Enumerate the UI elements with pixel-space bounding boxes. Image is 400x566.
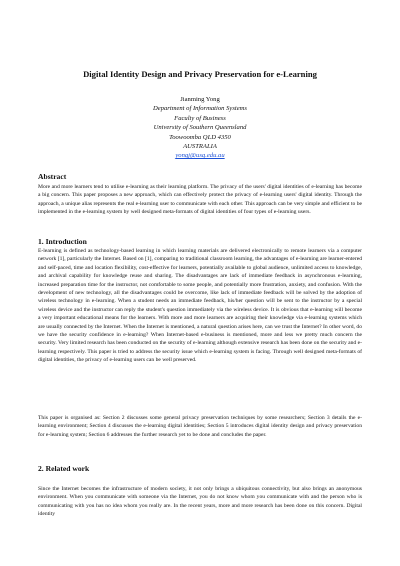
author-name: Jianming Yong	[180, 96, 220, 103]
section-1-heading: 1. Introduction	[38, 237, 87, 246]
abstract-heading: Abstract	[38, 172, 67, 181]
author-block	[0, 95, 400, 161]
paper-title: Digital Identity Design and Privacy Preservation for e-Learning	[83, 69, 317, 79]
author-department: Department of Information Systems	[153, 105, 247, 113]
section-1-paragraph-1: E-learning is defined as technology-based learning in which learning materials are delivered electronically to remote learners via a computer network [1], particularly the Internet. Based on [1], comparing to traditional classroom learning, the advantages of e-learning are learner-entered and self-paced, time and location flexibility, cost-effective for learners, potentially available to global audience, unlimited access to knowledge, and archival capability for knowledge reuse and sharing. The disadvantages are lack of immediate feedback in asynchronous e-learning, increased preparation time for the instructor, not comfortable to some people, and potentially more frustration, anxiety, and confusion. With the development of new technology, all the disadvantages could be overcome, like lack of immediate feedback will be solved by the adoption of wireless technology in e-learning. When a student needs an immediate feedback, his/her question will be sent to the instructor by a special wireless device and the instructor can reply the student's question immediately via the wireless device. It is obvious that e-learning will become a very important educational means for the learners. With more and more learners are acquiring their knowledge via e-learning systems which are usually connected by the Internet. When the Internet is mentioned, a natural question arises here, can we trust the Internet? In other word, do we have the security confidence in e-learning? When Internet-based e-business is mentioned, more and less we pretty much concern the security. Very limited research has been conducted on the security of e-learning although extensive research has been done on the security and e-learning respectively. This paper is tried to address the security issue which e-learning system is facing. Through well designed meta-formats of digital identities, the privacy of e-learning users can be well preserved.	[38, 248, 362, 364]
abstract-text: More and more learners tend to utilise e-learning as their learning platform. The privacy of the users' digital identities of e-learning has become a big concern. This paper proposes a new approach, which can effectively protect the privacy of e-learning users' digital identity. Through the approach, a unique alias represents the real e-learning user to communicate with each other. This approach can be very simple and efficient to be implemented in the e-learning system by well designed meta-formats of digital identities of four types of e-learning users.	[38, 184, 362, 216]
author-email-link[interactable]: yongj@usq.edu.au	[175, 152, 225, 160]
author-country: AUSTRALIA	[183, 143, 217, 151]
section-2-heading: 2. Related work	[38, 464, 90, 473]
section-1-paragraph-2: This paper is organised as: Section 2 discusses some general privacy preservation techniques by some researchers; Section 3 details the e-learning environment; Section 4 discusses the e-learning digital identities; Section 5 introduces digital identity design and privacy preservation for e-learning system; Section 6 addresses the further research yet to be done and concludes the paper.	[38, 415, 362, 438]
section-2-paragraph-1: Since the Internet becomes the infrastructure of modern society, it not only brings a ubiquitous connectivity, but also brings an anonymous environment. When you communicate with someone via the Internet, you do not know whom you communicate with and the person who is communicating with you has no idea whom you really are. In the recent years, more and more research has been done on this concern. Digital identity	[38, 486, 362, 518]
author-city: Toowoomba QLD 4350	[169, 133, 231, 141]
author-faculty: Faculty of Business	[174, 114, 226, 122]
author-university: University of Southern Queensland	[153, 124, 247, 132]
